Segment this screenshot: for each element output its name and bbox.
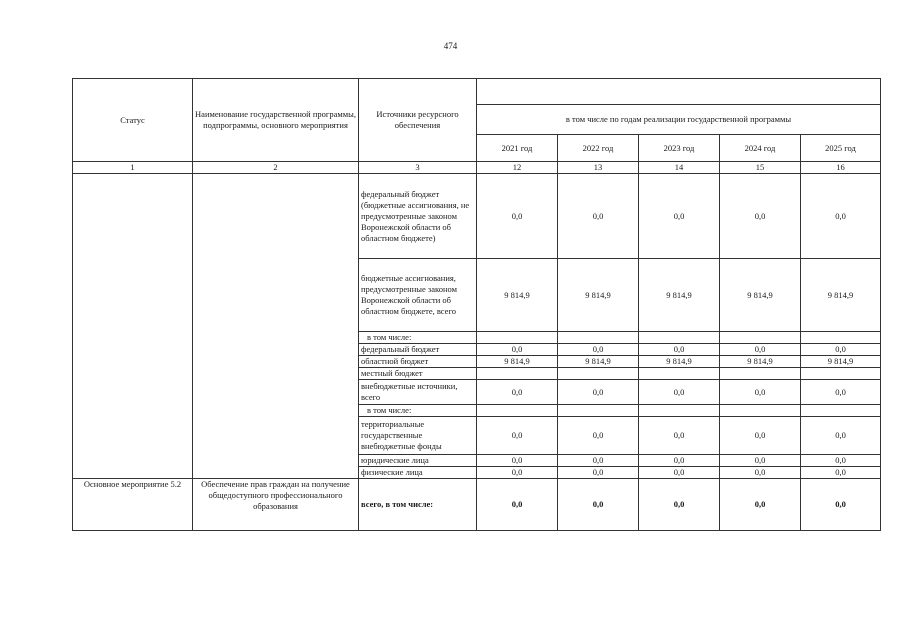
value-cell: 0,0 <box>558 174 639 259</box>
value-cell <box>558 332 639 344</box>
value-cell: 9 814,9 <box>558 356 639 368</box>
source-cell: областной бюджет <box>359 356 477 368</box>
header-years-group: в том числе по годам реализации государственной программы <box>477 105 881 135</box>
value-cell: 0,0 <box>639 380 720 405</box>
value-cell: 0,0 <box>558 344 639 356</box>
column-number: 16 <box>801 162 881 174</box>
value-cell: 0,0 <box>720 174 801 259</box>
activity-value: 0,0 <box>720 479 801 531</box>
column-number-row <box>73 162 881 174</box>
value-cell: 0,0 <box>639 344 720 356</box>
activity-source: всего, в том числе: <box>359 479 477 531</box>
value-cell: 9 814,9 <box>801 356 881 368</box>
header-program-name: Наименование государственной программы, подпрограммы, основного мероприятия <box>193 79 359 162</box>
value-cell <box>801 332 881 344</box>
value-cell: 0,0 <box>801 467 881 479</box>
column-number: 1 <box>73 162 193 174</box>
activity-value: 0,0 <box>558 479 639 531</box>
value-cell: 9 814,9 <box>639 356 720 368</box>
header-year: 2021 год <box>477 135 558 162</box>
page-number: 474 <box>443 41 458 51</box>
value-cell: 9 814,9 <box>801 259 881 332</box>
activity-row <box>73 479 881 531</box>
value-cell: 0,0 <box>477 417 558 455</box>
value-cell <box>720 368 801 380</box>
value-cell: 9 814,9 <box>720 259 801 332</box>
value-cell: 0,0 <box>558 380 639 405</box>
header-year: 2024 год <box>720 135 801 162</box>
header-year: 2022 год <box>558 135 639 162</box>
activity-status: Основное мероприятие 5.2 <box>73 479 193 531</box>
column-number: 15 <box>720 162 801 174</box>
activity-value: 0,0 <box>801 479 881 531</box>
value-cell: 0,0 <box>477 344 558 356</box>
activity-value: 0,0 <box>639 479 720 531</box>
value-cell <box>720 332 801 344</box>
value-cell: 0,0 <box>801 174 881 259</box>
value-cell: 0,0 <box>639 455 720 467</box>
source-cell: бюджетные ассигнования, предусмотренные законом Воронежской области об областном бюджете, всего <box>359 259 477 332</box>
header-year: 2025 год <box>801 135 881 162</box>
source-cell: в том числе: <box>359 405 477 417</box>
activity-value: 0,0 <box>477 479 558 531</box>
column-number: 3 <box>359 162 477 174</box>
value-cell: 0,0 <box>639 467 720 479</box>
status-cell-empty <box>73 174 193 479</box>
source-cell: территориальные государственные внебюджетные фонды <box>359 417 477 455</box>
value-cell: 9 814,9 <box>639 259 720 332</box>
value-cell: 0,0 <box>477 455 558 467</box>
value-cell <box>639 405 720 417</box>
header-status: Статус <box>73 79 193 162</box>
value-cell: 0,0 <box>477 174 558 259</box>
value-cell: 0,0 <box>477 467 558 479</box>
value-cell: 0,0 <box>801 417 881 455</box>
source-cell: внебюджетные источники, всего <box>359 380 477 405</box>
source-cell: федеральный бюджет <box>359 344 477 356</box>
value-cell: 0,0 <box>558 455 639 467</box>
value-cell: 0,0 <box>720 344 801 356</box>
value-cell <box>558 368 639 380</box>
column-number: 13 <box>558 162 639 174</box>
source-cell: юридические лица <box>359 455 477 467</box>
column-number: 12 <box>477 162 558 174</box>
value-cell <box>477 368 558 380</box>
value-cell: 0,0 <box>558 467 639 479</box>
header-funding-sources: Источники ресурсного обеспечения <box>359 79 477 162</box>
value-cell: 0,0 <box>720 455 801 467</box>
value-cell: 0,0 <box>477 380 558 405</box>
value-cell <box>801 405 881 417</box>
header-row-top <box>73 79 881 105</box>
value-cell: 0,0 <box>801 344 881 356</box>
value-cell <box>477 405 558 417</box>
source-cell: местный бюджет <box>359 368 477 380</box>
header-year: 2023 год <box>639 135 720 162</box>
activity-name: Обеспечение прав граждан на получение общедоступного профессионального образования <box>193 479 359 531</box>
source-cell: федеральный бюджет (бюджетные ассигнования, не предусмотренные законом Воронежской области об областном бюджете) <box>359 174 477 259</box>
value-cell <box>477 332 558 344</box>
value-cell: 0,0 <box>801 455 881 467</box>
budget-table <box>72 78 881 531</box>
value-cell: 9 814,9 <box>558 259 639 332</box>
source-cell: физические лица <box>359 467 477 479</box>
source-cell: в том числе: <box>359 332 477 344</box>
value-cell: 0,0 <box>558 417 639 455</box>
value-cell: 0,0 <box>720 380 801 405</box>
program-cell-empty <box>193 174 359 479</box>
value-cell: 0,0 <box>639 417 720 455</box>
table-row <box>73 174 881 259</box>
value-cell: 0,0 <box>720 467 801 479</box>
value-cell: 0,0 <box>720 417 801 455</box>
value-cell: 0,0 <box>801 380 881 405</box>
value-cell <box>558 405 639 417</box>
value-cell: 9 814,9 <box>720 356 801 368</box>
value-cell <box>801 368 881 380</box>
value-cell <box>639 368 720 380</box>
column-number: 2 <box>193 162 359 174</box>
value-cell: 0,0 <box>639 174 720 259</box>
value-cell <box>639 332 720 344</box>
column-number: 14 <box>639 162 720 174</box>
header-blank-band <box>477 79 881 105</box>
value-cell: 9 814,9 <box>477 356 558 368</box>
value-cell <box>720 405 801 417</box>
value-cell: 9 814,9 <box>477 259 558 332</box>
